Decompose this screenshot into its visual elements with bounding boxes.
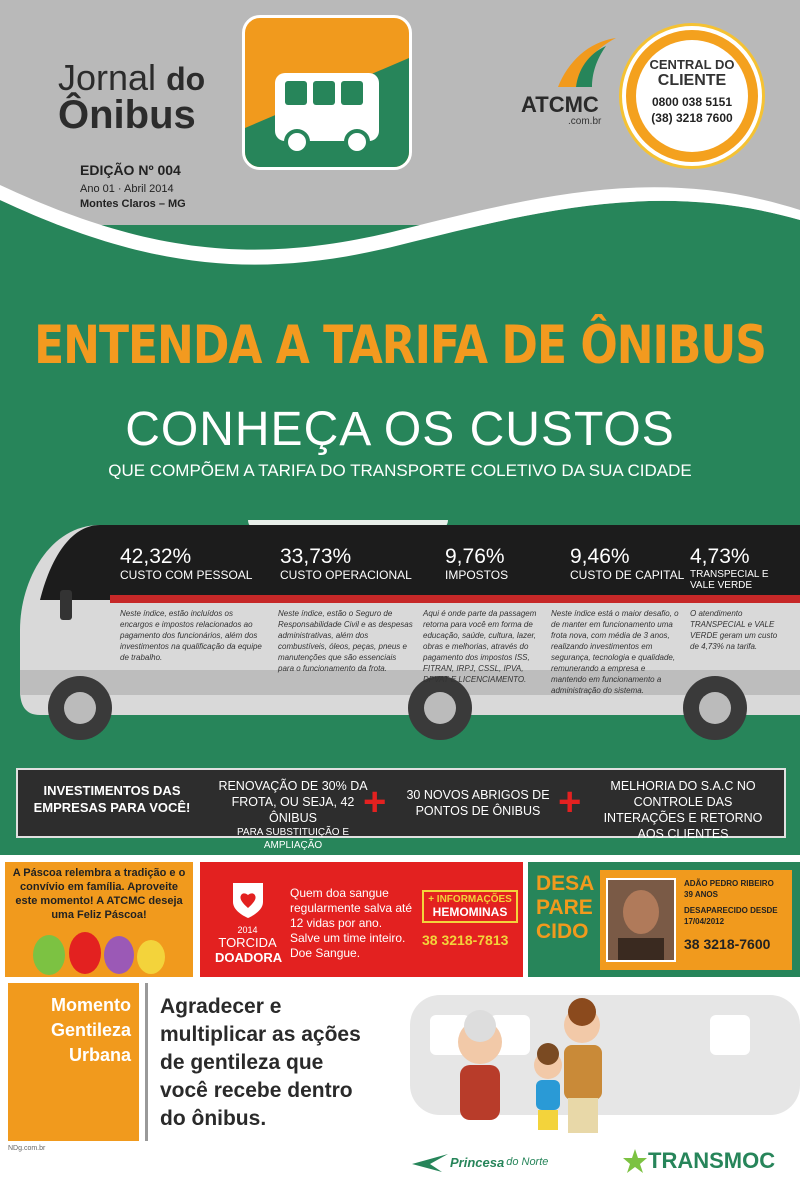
missing-age: 39 ANOS (684, 890, 718, 899)
cost-4 (570, 545, 684, 582)
investments-title: INVESTIMENTOS DAS EMPRESAS PARA VOCÊ! (33, 783, 191, 815)
cost-2 (280, 545, 412, 582)
blood-text: Quem doa sangue regularmente salva até 12 vidas por ano. Salve um time inteiro. Doe Sangue. (290, 886, 413, 960)
torcida-doadora-logo: 2014 TORCIDA DOADORA (215, 880, 280, 965)
cost-3 (445, 545, 508, 582)
invest-item-sac: MELHORIA DO S.A.C NO CONTROLE DAS INTERAÇÕES E RETORNO AOS CLIENTES (603, 779, 763, 841)
cost-3-desc: Aqui é onde parte da passagem retorna para você em forma de educação, saúde, cultura, lazer, obras e melhorias, através do pagamento dos impostos ISS, FITRAN, IRPJ, CSSL, IPVA, DPVAT E LICENCIAMENTO. (423, 609, 537, 684)
cost-3-pct: 9,76% (445, 545, 505, 568)
hemominas-phone: 38 3218-7813 (422, 932, 509, 948)
investments-bar (16, 768, 786, 851)
cost-1-label: CUSTO COM PESSOAL (120, 568, 253, 582)
desaparecido-label: DESA PARE CIDO (536, 872, 595, 943)
cost-4-desc: Neste índice está o maior desafio, o de manter em funcionamento uma frota nova, com média de 3 anos, realizando investimentos em segurança, tecnologia e qualidade, remunerando a empresa e mantendo em funcionamento a administração do sistema. (551, 609, 679, 695)
cost-5-desc: O atendimento TRANSPECIAL e VALE VERDE geram um custo de 4,73% na tarifa. (690, 609, 778, 651)
cost-3-label: IMPOSTOS (445, 568, 509, 582)
invest-item-fleet: RENOVAÇÃO DE 30% DA FROTA, OU SEJA, 42 ÔNIBUS PARA SUBSTITUIÇÃO E AMPLIAÇÃO (218, 779, 368, 851)
cost-5-pct: 4,73% (690, 545, 750, 568)
cost-1 (120, 545, 252, 582)
cost-2-label: CUSTO OPERACIONAL (280, 568, 412, 582)
jornal-title: Jornal do Ônibus (58, 57, 206, 137)
hemominas-box: + INFORMAÇÕES HEMOMINAS (422, 890, 518, 923)
cost-1-pct: 42,32% (120, 545, 192, 568)
edition-info: Ano 01 · Abril 2014 Montes Claros – MG (80, 183, 186, 210)
cost-2-pct: 33,73% (280, 545, 352, 568)
bus-logo-icon (242, 15, 412, 170)
missing-name: ADÃO PEDRO RIBEIRO (684, 879, 774, 888)
plus-icon: + (363, 780, 387, 824)
transmoc-star-icon (622, 1148, 648, 1174)
divider (145, 983, 148, 1141)
central-do-cliente-badge: CENTRAL DO CLIENTE 0800 038 5151 (38) 3218 7600 (622, 26, 762, 166)
edition-number: EDIÇÃO Nº 004 (80, 162, 181, 178)
gentileza-text: Agradecer e multiplicar as ações de gentileza que você recebe dentro do ônibus. (160, 995, 361, 1130)
cost-5 (690, 545, 770, 591)
easter-eggs-icon (5, 927, 193, 977)
blood-donation-ad (200, 862, 523, 977)
cost-4-label: CUSTO DE CAPITAL (570, 568, 685, 582)
atcmc-brand: ATCMC (521, 92, 599, 117)
princesa-bird-icon (410, 1150, 450, 1174)
subtitle: CONHEÇA OS CUSTOS (125, 403, 675, 456)
missing-photo (606, 878, 676, 962)
family-illustration (400, 990, 800, 1140)
princesa-do-norte-logo: Princesa do Norte (410, 1150, 548, 1174)
plus-icon: + (558, 780, 582, 824)
easter-text: A Páscoa relembra a tradição e o convívio em família. Aproveite este momento! A ATCMC deseja uma Feliz Páscoa! (12, 867, 186, 921)
phone-38: (38) 3218 7600 (651, 111, 733, 125)
missing-card (600, 870, 792, 970)
headline: ENTENDA A TARIFA DE ÔNIBUS (34, 314, 766, 377)
easter-ad (5, 862, 193, 977)
cost-1-desc: Neste índice, estão incluídos os encargos e impostos relacionados ao pagamento dos funcionários, além dos investimentos na qualificação da equipe de trabalho. (120, 609, 262, 662)
missing-phone: 38 3218-7600 (684, 936, 771, 952)
atcmc-domain: .com.br (568, 116, 602, 127)
missing-since: DESAPARECIDO DESDE 17/04/2012 (684, 906, 778, 926)
cost-4-pct: 9,46% (570, 545, 630, 568)
gentileza-label: Momento Gentileza Urbana (8, 983, 139, 1141)
missing-person-ad (528, 862, 800, 977)
footer-credit: NDg.com.br (8, 1145, 46, 1152)
subtitle-secondary: QUE COMPÕEM A TARIFA DO TRANSPORTE COLETIVO DA SUA CIDADE (108, 461, 692, 480)
phone-0800: 0800 038 5151 (651, 95, 733, 109)
transmoc-logo: TRANS MOC (622, 1148, 775, 1174)
cost-2-desc: Neste índice, estão o Seguro de Responsabilidade Civil e as despesas administrativas, além dos combustíveis, óleos, peças, pneus e manutenções que são essenciais para o funcionamento da frota. (278, 609, 413, 673)
heart-shield-icon (228, 880, 268, 920)
atcmc-logo-icon (548, 32, 618, 92)
cost-5-label: TRANSPECIAL E VALE VERDE (690, 569, 769, 591)
invest-item-shelters: 30 NOVOS ABRIGOS DE PONTOS DE ÔNIBUS (406, 788, 550, 818)
